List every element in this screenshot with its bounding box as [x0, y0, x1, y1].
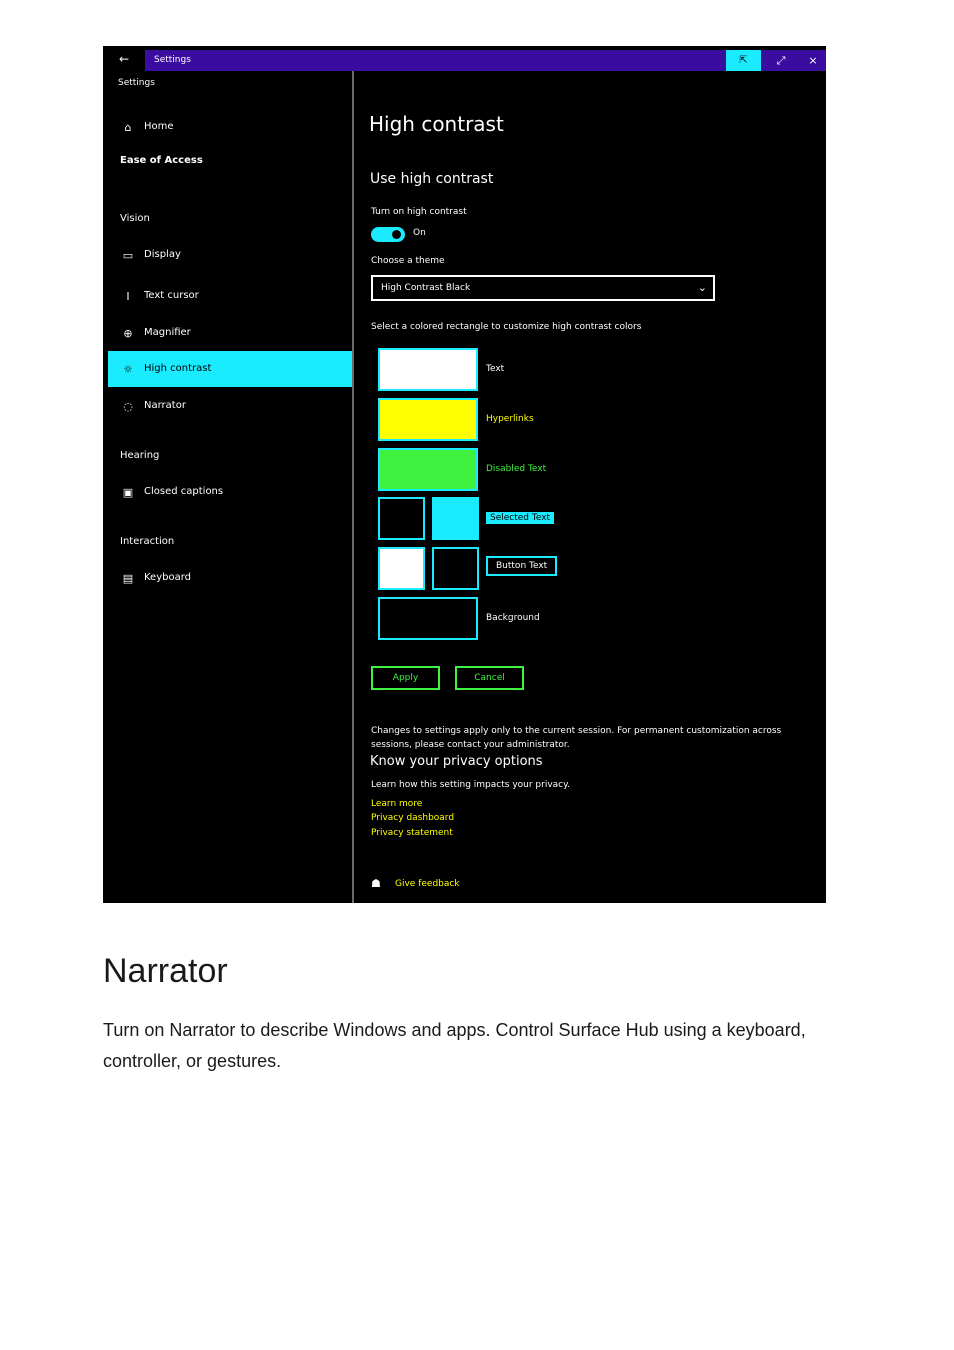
- privacy-statement-link[interactable]: Privacy statement: [371, 828, 453, 838]
- swatch-instruction: Select a colored rectangle to customize high contrast colors: [371, 322, 642, 332]
- toggle-state: On: [413, 228, 426, 238]
- sidebar-app-label: Settings: [118, 78, 155, 88]
- sidebar-item-label: High contrast: [144, 363, 212, 374]
- keyboard-icon: ▤: [122, 571, 134, 585]
- sidebar-item-display[interactable]: [108, 238, 352, 272]
- hyperlinks-swatch-label: Hyperlinks: [486, 414, 534, 424]
- back-arrow-icon[interactable]: ←: [118, 51, 130, 66]
- theme-value: High Contrast Black: [381, 283, 471, 293]
- disabled-text-swatch-label: Disabled Text: [486, 464, 547, 474]
- privacy-text: Learn how this setting impacts your privacy.: [371, 780, 571, 790]
- selected-text-swatch-label: Selected Text: [486, 512, 554, 524]
- background-color-swatch[interactable]: [378, 597, 478, 640]
- sidebar-section-title: Ease of Access: [120, 155, 203, 166]
- sidebar-item-label: Closed captions: [144, 486, 224, 497]
- sidebar-item-label: Narrator: [144, 400, 186, 411]
- theme-dropdown[interactable]: [371, 275, 715, 301]
- sidebar-item-text-cursor[interactable]: [108, 279, 352, 313]
- session-note: Changes to settings apply only to the current session. For permanent customization across sessions, please contact your administrator.: [371, 726, 782, 750]
- closed-captions-icon: ▣: [122, 485, 134, 499]
- sidebar-group-interaction: Interaction: [120, 536, 175, 547]
- text-cursor-icon: I: [126, 289, 130, 303]
- restore-icon[interactable]: ⇱: [726, 50, 761, 71]
- sidebar-item-closed-captions[interactable]: [108, 475, 352, 509]
- window-title: Settings: [154, 55, 191, 65]
- close-icon[interactable]: ×: [808, 54, 818, 67]
- selected-text-foreground-swatch[interactable]: [378, 497, 425, 540]
- home-icon: ⌂: [124, 120, 132, 134]
- sidebar-item-home[interactable]: [108, 110, 352, 144]
- sidebar-item-label: Text cursor: [144, 290, 199, 301]
- sidebar-item-narrator[interactable]: [108, 389, 352, 423]
- cancel-button[interactable]: Cancel: [455, 666, 524, 690]
- settings-window-screenshot: [103, 46, 826, 903]
- maximize-icon[interactable]: ⤢: [776, 53, 786, 67]
- text-swatch-label: Text: [486, 364, 505, 374]
- narrator-description: Turn on Narrator to describe Windows and apps. Control Surface Hub using a keyboard, controller, or gestures.: [103, 1020, 806, 1071]
- sidebar-group-hearing: Hearing: [120, 450, 160, 461]
- give-feedback-link[interactable]: Give feedback: [395, 879, 460, 889]
- magnifier-icon: ⊕: [123, 326, 133, 340]
- button-text-swatch-label: Button Text: [486, 556, 557, 576]
- background-swatch-label: Background: [486, 613, 540, 623]
- chevron-down-icon: ⌄: [697, 281, 707, 294]
- privacy-dashboard-link[interactable]: Privacy dashboard: [371, 813, 455, 823]
- high-contrast-toggle[interactable]: [371, 227, 405, 242]
- sidebar-item-magnifier[interactable]: [108, 316, 352, 350]
- pane-divider: [352, 71, 354, 903]
- sidebar-group-vision: Vision: [120, 213, 150, 224]
- sidebar-item-label: Home: [144, 121, 174, 132]
- button-text-foreground-swatch[interactable]: [432, 547, 479, 590]
- apply-button[interactable]: Apply: [371, 666, 440, 690]
- hyperlinks-color-swatch[interactable]: [378, 398, 478, 441]
- high-contrast-icon: ☼: [123, 362, 133, 376]
- sidebar-item-high-contrast[interactable]: [108, 351, 352, 387]
- sidebar-item-label: Magnifier: [144, 327, 191, 338]
- button-text-background-swatch[interactable]: [378, 547, 425, 590]
- theme-label: Choose a theme: [371, 256, 445, 266]
- narrator-icon: ◌: [123, 399, 133, 413]
- display-icon: ▭: [122, 248, 134, 262]
- feedback-icon: ☗: [371, 877, 381, 890]
- text-color-swatch[interactable]: [378, 348, 478, 391]
- page-title: High contrast: [369, 112, 504, 136]
- title-bar: [103, 46, 826, 71]
- sidebar-item-keyboard[interactable]: [108, 561, 352, 595]
- section-heading: Use high contrast: [370, 171, 494, 187]
- sidebar-item-label: Keyboard: [144, 572, 192, 583]
- sidebar-item-label: Display: [144, 249, 181, 260]
- selected-text-background-swatch[interactable]: [432, 497, 479, 540]
- section-heading-narrator: Narrator: [103, 952, 228, 990]
- toggle-label: Turn on high contrast: [371, 207, 467, 217]
- learn-more-link[interactable]: Learn more: [371, 799, 423, 809]
- privacy-heading: Know your privacy options: [370, 754, 543, 769]
- toggle-knob: [392, 230, 401, 239]
- title-bar-fill: [145, 50, 826, 71]
- disabled-text-color-swatch[interactable]: [378, 448, 478, 491]
